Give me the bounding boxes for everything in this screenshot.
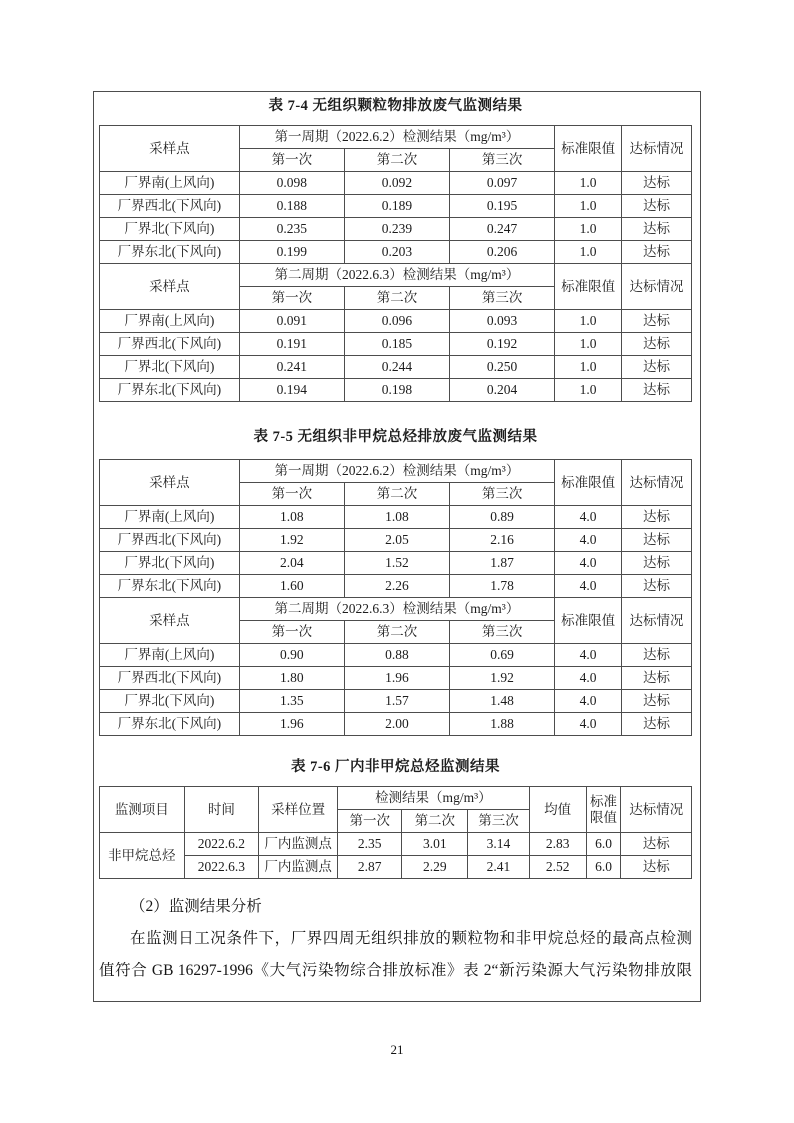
cell-point: 厂界北(下风向) [100, 356, 240, 379]
table-row [100, 379, 692, 402]
cell-limit: 1.0 [555, 241, 622, 264]
cell-value: 1.57 [344, 690, 449, 713]
cell-point: 厂界北(下风向) [100, 690, 240, 713]
col-header-sample-point: 采样点 [100, 598, 240, 644]
table-row-header [100, 598, 692, 621]
col-header-limit: 标准限值 [555, 460, 622, 506]
run-header: 第二次 [344, 483, 449, 506]
cell-value: 1.48 [450, 690, 555, 713]
run-header: 第二次 [344, 149, 449, 172]
run-header: 第一次 [239, 483, 344, 506]
cell-point: 厂界南(上风向) [100, 644, 240, 667]
cell-limit: 1.0 [555, 310, 622, 333]
table-7-6-title: 表 7-6 厂内非甲烷总烃监测结果 [290, 759, 501, 775]
cell-value: 0.199 [239, 241, 344, 264]
analysis-paragraph-line2: 值符合 GB 16297-1996《大气污染物综合排放标准》表 2“新污染源大气污染物排放限 [99, 962, 692, 979]
cell-limit: 4.0 [555, 690, 622, 713]
table-row [100, 172, 692, 195]
col-header-status: 达标情况 [622, 598, 692, 644]
cell-value: 0.88 [344, 644, 449, 667]
period-2-header: 第二周期（2022.6.3）检测结果（mg/m³） [239, 598, 554, 621]
cell-value: 0.244 [344, 356, 449, 379]
col-header-status: 达标情况 [622, 264, 692, 310]
page-number: 21 [390, 1042, 404, 1057]
cell-value: 0.198 [344, 379, 449, 402]
cell-value: 0.247 [450, 218, 555, 241]
cell-location: 厂内监测点 [259, 833, 338, 856]
cell-limit: 1.0 [555, 172, 622, 195]
cell-value: 3.01 [402, 833, 468, 856]
table-row [100, 667, 692, 690]
cell-value: 1.88 [450, 713, 555, 736]
cell-status: 达标 [622, 713, 692, 736]
cell-point: 厂界北(下风向) [100, 552, 240, 575]
cell-point: 厂界西北(下风向) [100, 529, 240, 552]
table-row [100, 856, 692, 879]
cell-value: 1.92 [239, 529, 344, 552]
table-row [100, 195, 692, 218]
cell-limit: 6.0 [586, 833, 621, 856]
cell-point: 厂界东北(下风向) [100, 575, 240, 598]
cell-status: 达标 [622, 552, 692, 575]
run-header: 第一次 [239, 287, 344, 310]
col-header-sample-point: 采样点 [100, 126, 240, 172]
cell-time: 2022.6.2 [184, 833, 259, 856]
cell-point: 厂界东北(下风向) [100, 379, 240, 402]
period-2-header: 第二周期（2022.6.3）检测结果（mg/m³） [239, 264, 554, 287]
table-7-6 [99, 786, 692, 879]
cell-value: 0.096 [344, 310, 449, 333]
cell-status: 达标 [622, 195, 692, 218]
table-row [100, 644, 692, 667]
cell-limit: 1.0 [555, 379, 622, 402]
cell-value: 0.194 [239, 379, 344, 402]
cell-value: 1.08 [344, 506, 449, 529]
cell-value: 0.189 [344, 195, 449, 218]
cell-value: 1.87 [450, 552, 555, 575]
cell-point: 厂界西北(下风向) [100, 667, 240, 690]
cell-point: 厂界北(下风向) [100, 218, 240, 241]
cell-limit: 6.0 [586, 856, 621, 879]
cell-limit: 4.0 [555, 552, 622, 575]
cell-status: 达标 [621, 833, 692, 856]
content-border-box [93, 91, 701, 1002]
table-row [100, 218, 692, 241]
cell-limit: 4.0 [555, 667, 622, 690]
col-header-limit [586, 787, 621, 833]
cell-status: 达标 [622, 379, 692, 402]
cell-status: 达标 [622, 333, 692, 356]
cell-value: 0.250 [450, 356, 555, 379]
cell-value: 0.90 [239, 644, 344, 667]
table-row [100, 506, 692, 529]
period-1-header: 第一周期（2022.6.2）检测结果（mg/m³） [239, 126, 554, 149]
table-7-4-title: 表 7-4 无组织颗粒物排放废气监测结果 [268, 98, 523, 114]
run-header: 第一次 [337, 810, 402, 833]
table-row [100, 690, 692, 713]
col-header-sample-point: 采样点 [100, 264, 240, 310]
cell-point: 厂界南(上风向) [100, 310, 240, 333]
cell-mean: 2.83 [529, 833, 586, 856]
col-header-status: 达标情况 [622, 126, 692, 172]
cell-limit: 1.0 [555, 333, 622, 356]
limit-label-line1: 标准 [590, 793, 618, 809]
cell-limit: 4.0 [555, 506, 622, 529]
table-row-header [100, 126, 692, 149]
cell-limit: 4.0 [555, 644, 622, 667]
cell-value: 0.206 [450, 241, 555, 264]
table-row [100, 575, 692, 598]
cell-point: 厂界西北(下风向) [100, 333, 240, 356]
cell-point: 厂界南(上风向) [100, 172, 240, 195]
cell-value: 1.96 [344, 667, 449, 690]
cell-value: 0.098 [239, 172, 344, 195]
limit-label-line2: 限值 [590, 809, 618, 825]
table-row [100, 713, 692, 736]
cell-point: 厂界西北(下风向) [100, 195, 240, 218]
cell-value: 2.29 [402, 856, 468, 879]
cell-value: 0.191 [239, 333, 344, 356]
cell-value: 2.26 [344, 575, 449, 598]
table-row [100, 310, 692, 333]
cell-value: 0.188 [239, 195, 344, 218]
cell-value: 1.08 [239, 506, 344, 529]
cell-value: 0.69 [450, 644, 555, 667]
cell-value: 1.96 [239, 713, 344, 736]
cell-limit: 4.0 [555, 575, 622, 598]
cell-value: 0.185 [344, 333, 449, 356]
cell-limit: 1.0 [555, 218, 622, 241]
cell-value: 0.192 [450, 333, 555, 356]
cell-limit: 1.0 [555, 356, 622, 379]
table-row [100, 333, 692, 356]
cell-limit: 4.0 [555, 713, 622, 736]
cell-point: 厂界东北(下风向) [100, 713, 240, 736]
table-row [100, 529, 692, 552]
cell-value: 0.195 [450, 195, 555, 218]
analysis-heading: （2）监测结果分析 [130, 898, 262, 915]
cell-value: 2.16 [450, 529, 555, 552]
col-header-sample-point: 采样点 [100, 460, 240, 506]
run-header: 第三次 [468, 810, 530, 833]
table-row [100, 833, 692, 856]
col-header-limit: 标准限值 [555, 598, 622, 644]
cell-status: 达标 [622, 506, 692, 529]
cell-status: 达标 [622, 218, 692, 241]
run-header: 第三次 [450, 621, 555, 644]
table-row-header [100, 264, 692, 287]
cell-status: 达标 [622, 667, 692, 690]
col-header-limit: 标准限值 [555, 126, 622, 172]
table-row [100, 552, 692, 575]
cell-point: 厂界东北(下风向) [100, 241, 240, 264]
cell-status: 达标 [622, 310, 692, 333]
analysis-section [99, 891, 692, 987]
run-header: 第三次 [450, 149, 555, 172]
cell-value: 2.41 [468, 856, 530, 879]
col-header-status: 达标情况 [621, 787, 692, 833]
table-7-5-title: 表 7-5 无组织非甲烷总烃排放废气监测结果 [253, 429, 538, 445]
run-header: 第一次 [239, 149, 344, 172]
cell-value: 1.78 [450, 575, 555, 598]
cell-value: 0.241 [239, 356, 344, 379]
table-7-4 [99, 125, 692, 402]
cell-status: 达标 [622, 356, 692, 379]
run-header: 第二次 [344, 287, 449, 310]
cell-value: 0.203 [344, 241, 449, 264]
col-header-status: 达标情况 [622, 460, 692, 506]
cell-value: 0.092 [344, 172, 449, 195]
cell-time: 2022.6.3 [184, 856, 259, 879]
period-1-header: 第一周期（2022.6.2）检测结果（mg/m³） [239, 460, 554, 483]
cell-value: 1.52 [344, 552, 449, 575]
cell-value: 3.14 [468, 833, 530, 856]
cell-value: 0.093 [450, 310, 555, 333]
cell-status: 达标 [622, 241, 692, 264]
cell-value: 0.091 [239, 310, 344, 333]
col-header-limit: 标准限值 [555, 264, 622, 310]
cell-status: 达标 [622, 690, 692, 713]
cell-mean: 2.52 [529, 856, 586, 879]
cell-status: 达标 [622, 644, 692, 667]
cell-value: 2.00 [344, 713, 449, 736]
cell-status: 达标 [621, 856, 692, 879]
col-header-location: 采样位置 [259, 787, 338, 833]
col-header-result: 检测结果（mg/m³） [337, 787, 529, 810]
cell-value: 2.35 [337, 833, 402, 856]
run-header: 第三次 [450, 483, 555, 506]
cell-value: 2.87 [337, 856, 402, 879]
cell-status: 达标 [622, 172, 692, 195]
run-header: 第二次 [344, 621, 449, 644]
cell-value: 2.05 [344, 529, 449, 552]
cell-value: 0.239 [344, 218, 449, 241]
cell-value: 0.89 [450, 506, 555, 529]
cell-limit: 1.0 [555, 195, 622, 218]
table-row-header [100, 787, 692, 810]
cell-value: 1.35 [239, 690, 344, 713]
cell-value: 2.04 [239, 552, 344, 575]
analysis-paragraph-line1: 在监测日工况条件下，厂界四周无组织排放的颗粒物和非甲烷总烃的最高点检测 [130, 930, 692, 947]
cell-value: 1.60 [239, 575, 344, 598]
run-header: 第二次 [402, 810, 468, 833]
cell-value: 0.097 [450, 172, 555, 195]
col-header-time: 时间 [184, 787, 259, 833]
cell-item: 非甲烷总烃 [100, 833, 185, 879]
run-header: 第一次 [239, 621, 344, 644]
table-row-header [100, 460, 692, 483]
cell-value: 0.204 [450, 379, 555, 402]
cell-value: 1.92 [450, 667, 555, 690]
table-row [100, 356, 692, 379]
cell-location: 厂内监测点 [259, 856, 338, 879]
cell-value: 0.235 [239, 218, 344, 241]
cell-point: 厂界南(上风向) [100, 506, 240, 529]
table-row [100, 241, 692, 264]
cell-status: 达标 [622, 575, 692, 598]
col-header-item: 监测项目 [100, 787, 185, 833]
cell-limit: 4.0 [555, 529, 622, 552]
run-header: 第三次 [450, 287, 555, 310]
cell-value: 1.80 [239, 667, 344, 690]
cell-status: 达标 [622, 529, 692, 552]
col-header-mean: 均值 [529, 787, 586, 833]
table-7-5 [99, 459, 692, 736]
